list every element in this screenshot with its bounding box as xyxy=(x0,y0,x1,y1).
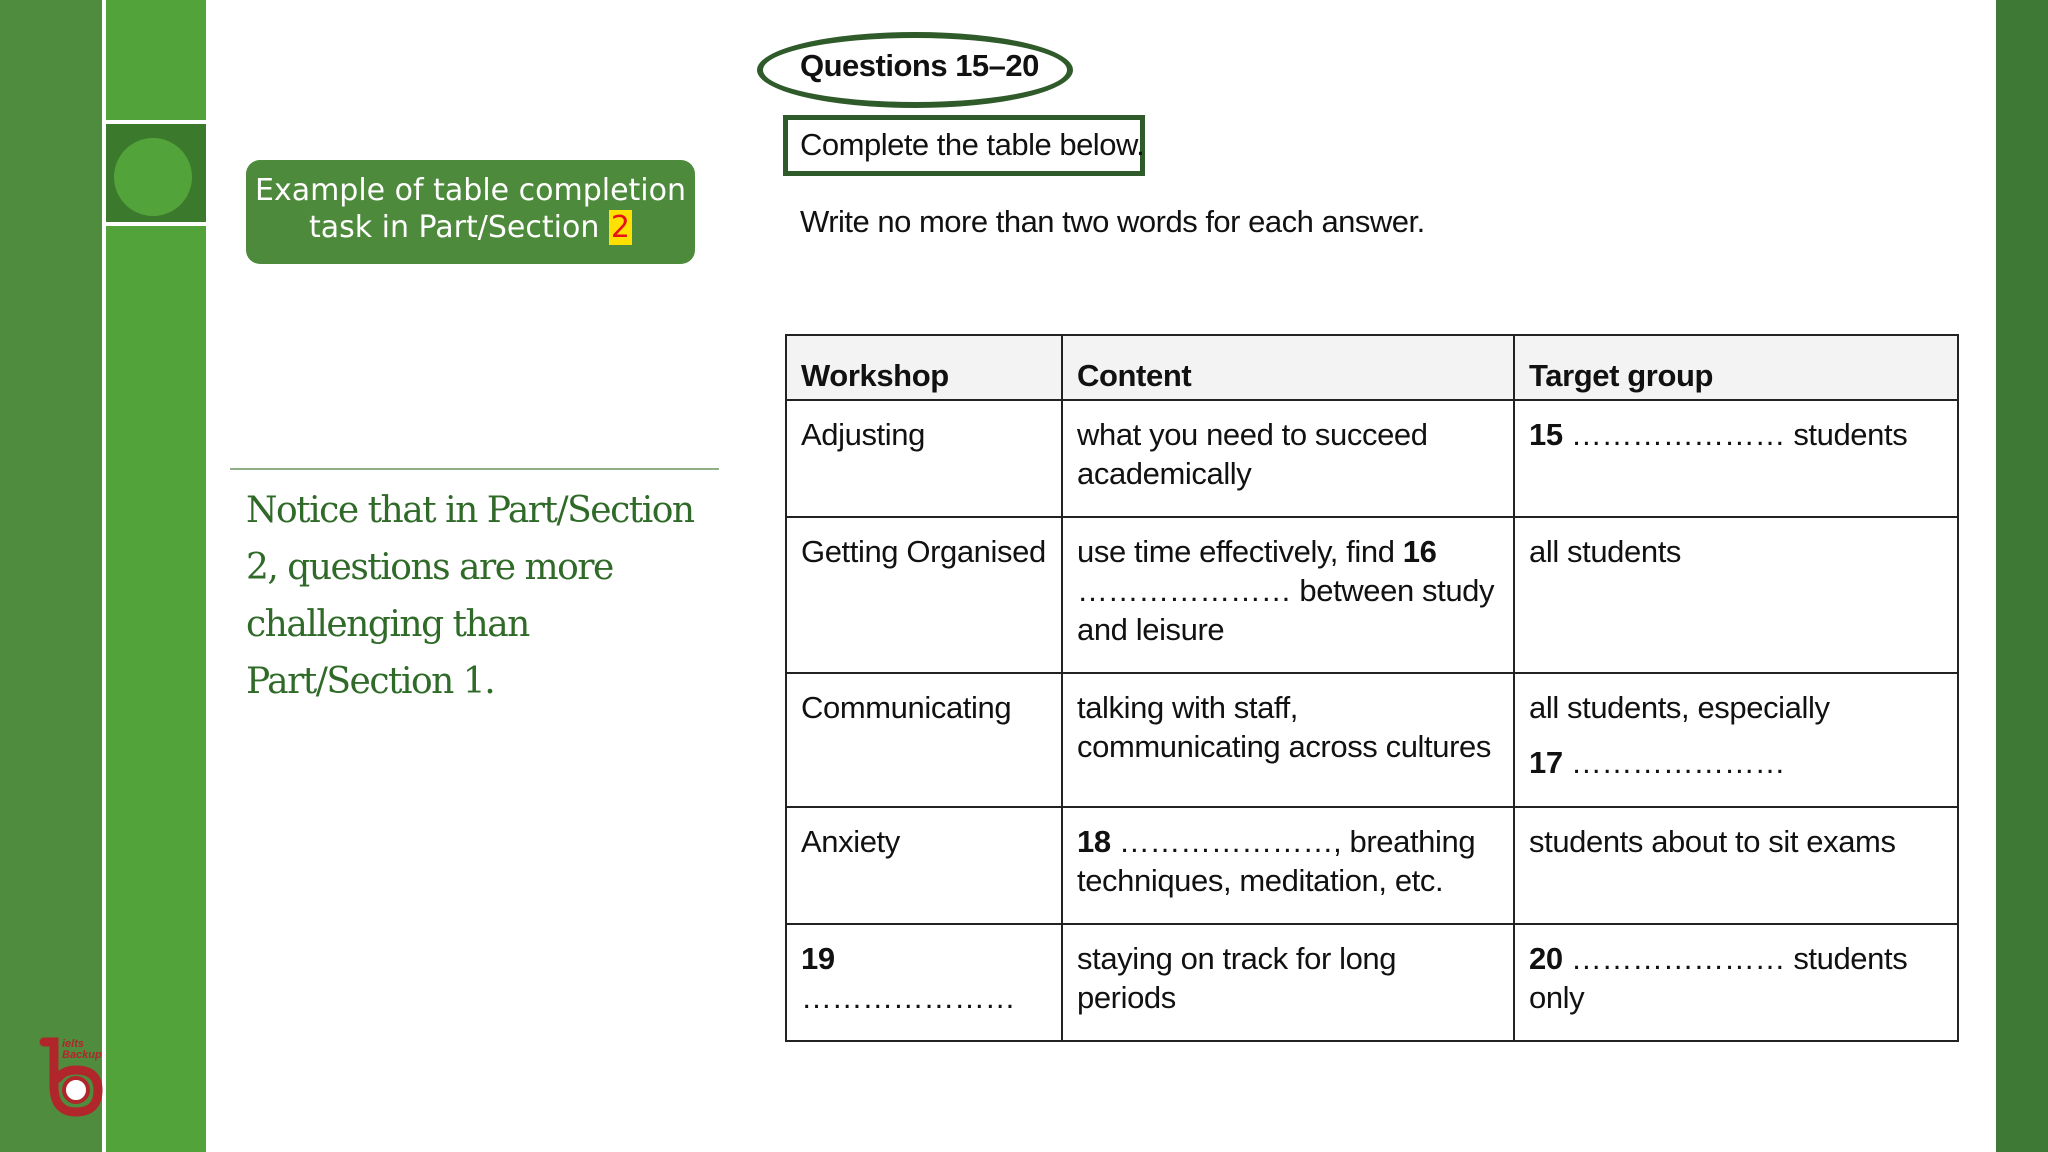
cell-workshop: Adjusting xyxy=(786,400,1062,517)
notice-text: Notice that in Part/Section 2, questions are more challenging than Part/Section 1. xyxy=(246,490,694,702)
question-number: 18 xyxy=(1077,824,1111,859)
cell-target xyxy=(1514,924,1958,1041)
answer-blank: ………………… xyxy=(1562,745,1786,780)
answer-blank: ………………… between study and leisure xyxy=(1077,573,1495,647)
cell-content: talking with staff, communicating across cultures xyxy=(1062,673,1514,807)
divider xyxy=(230,468,719,470)
instruction-text: Complete the table below. xyxy=(800,127,1145,162)
question-number: 15 xyxy=(1529,417,1563,452)
cell-workshop xyxy=(786,924,1062,1041)
cell-content: staying on track for long periods xyxy=(1062,924,1514,1041)
question-number: 19 xyxy=(801,941,835,976)
badge-line1: Example of table completion xyxy=(254,173,687,208)
cell-workshop: Getting Organised xyxy=(786,517,1062,673)
table-row xyxy=(786,924,1958,1041)
question-number: 16 xyxy=(1402,534,1437,569)
cell-target: all students xyxy=(1514,517,1958,673)
question-number: 20 xyxy=(1529,941,1563,976)
table-row xyxy=(786,400,1958,517)
answer-blank: ………………… students xyxy=(1562,417,1908,452)
badge-highlight: 2 xyxy=(610,210,630,245)
decor-circle xyxy=(114,138,192,216)
questions-label: Questions 15–20 xyxy=(800,48,1039,83)
question-number: 17 xyxy=(1529,745,1563,780)
decor-band-bottom xyxy=(102,222,206,226)
answer-blank: ………………… students only xyxy=(1529,941,1908,1015)
cell-target: students about to sit exams xyxy=(1514,807,1958,924)
answer-blank: …………………, breathing techniques, meditation, etc. xyxy=(1077,824,1476,898)
cell-target: all students, especially 17 ………………… xyxy=(1514,673,1958,807)
table-row xyxy=(786,673,1958,807)
badge-line2: task in Part/Section 2 xyxy=(308,210,630,245)
logo-wordmark: ielts Backup xyxy=(62,1038,102,1061)
header-target-group: Target group xyxy=(1514,335,1958,400)
cell-workshop: Anxiety xyxy=(786,807,1062,924)
cell-target xyxy=(1514,400,1958,517)
cell-content xyxy=(1062,807,1514,924)
word-limit-text: Write no more than two words for each answer. xyxy=(800,204,1425,239)
right-decor-strip xyxy=(1996,0,2048,1152)
answer-blank: ………………… xyxy=(801,980,1016,1015)
completion-table xyxy=(785,334,1959,1042)
cell-content: use time effectively, find 16 ………………… between study and leisure xyxy=(1062,517,1514,673)
example-badge xyxy=(246,160,695,264)
table-row xyxy=(786,517,1958,673)
header-workshop: Workshop xyxy=(786,335,1062,400)
cell-content: what you need to succeed academically xyxy=(1062,400,1514,517)
table-row xyxy=(786,807,1958,924)
header-content: Content xyxy=(1062,335,1514,400)
cell-workshop: Communicating xyxy=(786,673,1062,807)
left-decor-strip-dark xyxy=(0,0,102,1152)
table-header-row xyxy=(786,335,1958,400)
